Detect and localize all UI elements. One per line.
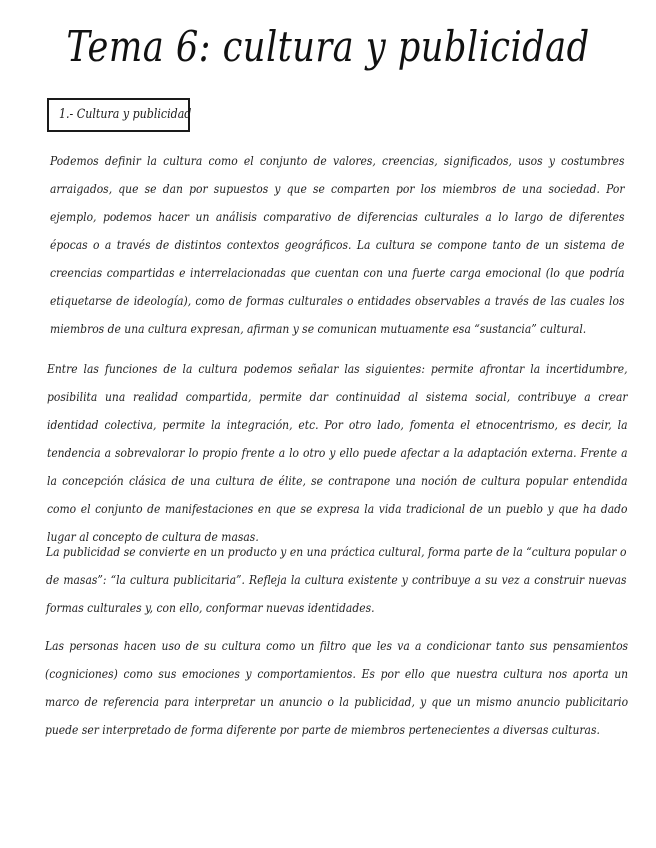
section-heading: 1.- Cultura y publicidad [59, 107, 192, 122]
page-title: Tema 6: cultura y publicidad [66, 22, 590, 71]
paragraph-advertising: La publicidad se convierte en un producto y en una práctica cultural, forma parte de la “cultura popular o de masas”: “la cultura publicitaria”. Refleja la cultura existente y contribuye a su vez a construir nuevas formas culturales y, con ello, conformar nuevas identidades. [46, 544, 627, 615]
section-heading-box [47, 98, 190, 132]
paragraph-interpretation: Las personas hacen uso de su cultura como un filtro que les va a condicionar tanto sus pensamientos (cogniciones) como sus emociones y comportamientos. Es por ello que nuestra cultura nos aporta un marco de referencia para interpretar un anuncio o la publicidad, y que un mismo anuncio publicitario puede ser interpretado de forma diferente por parte de miembros pertenecientes a diversas culturas. [45, 638, 629, 737]
paragraph-functions: Entre las funciones de la cultura podemos señalar las siguientes: permite afrontar la incertidumbre, posibilita una realidad compartida, permite dar continuidad al sistema social, contribuye a crear identidad colectiva, permite la integración, etc. Por otro lado, fomenta el etnocentrismo, es decir, la tendencia a sobrevalorar lo propio frente a lo otro y ello puede afectar a la adaptación externa. Frente a la concepción clásica de una cultura de élite, se contrapone una noción de cultura popular entendida como el conjunto de manifestaciones en que se expresa la vida tradicional de un pueblo y que ha dado lugar al concepto de cultura de masas. [47, 361, 628, 544]
paragraph-definition: Podemos definir la cultura como el conjunto de valores, creencias, significados, usos y costumbres arraigados, que se dan por supuestos y que se comparten por los miembros de una sociedad. Por ejemplo, podemos hacer un análisis comparativo de diferencias culturales a lo largo de diferentes épocas o a través de distintos contextos geográficos. La cultura se compone tanto de un sistema de creencias compartidas e interrelacionadas que cuentan con una fuerte carga emocional (lo que podría etiquetarse de ideología), como de formas culturales o entidades observables a través de las cuales los miembros de una cultura expresan, afirman y se comunican mutuamente esa “sustancia” cultural. [50, 153, 625, 336]
